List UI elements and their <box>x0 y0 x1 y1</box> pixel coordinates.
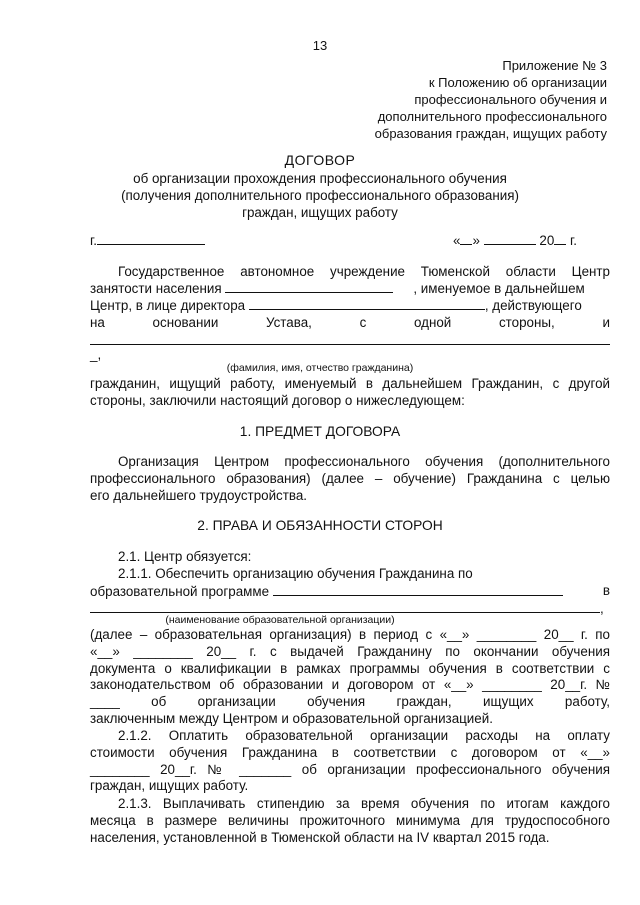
intro-paragraph <box>90 263 610 331</box>
intro-word: основании <box>152 315 219 330</box>
date-block <box>453 232 577 248</box>
intro-line <box>90 314 610 331</box>
intro-text: , действующего <box>484 298 582 313</box>
date-quote-open: « <box>453 233 461 248</box>
title-line: (получения дополнительного профессионального образования) <box>121 188 519 203</box>
citizen-name-hint: (фамилия, имя, отчество гражданина) <box>226 362 414 374</box>
appendix-line: образования граждан, ищущих работу <box>374 126 607 141</box>
clause-2-1-1-line: ____ об организации обучения граждан, ищущих работу, <box>90 694 610 710</box>
clause-2-1-2-line: граждан, ищущих работу. <box>90 778 249 794</box>
intro-word: с <box>359 315 367 330</box>
clause-2-1 <box>90 549 610 600</box>
citizen-name-field[interactable] <box>90 344 610 345</box>
director-name-field[interactable] <box>249 297 485 310</box>
date-quote-close: » <box>472 233 480 248</box>
intro-line <box>90 297 610 314</box>
appendix-block <box>375 57 607 142</box>
intro-word: Устава, <box>266 315 312 330</box>
intro-text: , именуемое в дальнейшем <box>413 281 585 296</box>
organization-line-end: , <box>600 601 604 616</box>
year-prefix: 20 <box>539 233 555 248</box>
intro-line <box>90 280 610 297</box>
citizen-line-end: _, <box>90 347 102 362</box>
appendix-line: к Положению об организации <box>428 75 607 90</box>
intro-word: одной <box>413 315 452 330</box>
clause-2-1-2-line: ________ 20__г. № _______ об организации профессионального обучения <box>90 761 610 777</box>
appendix-line: профессионального обучения и <box>414 92 607 107</box>
city-label: г. <box>90 233 97 248</box>
clause-2-1-1-line: (далее – образовательная организация) в период с «__» ________ 20__ г. по <box>90 627 610 642</box>
city-field[interactable] <box>97 232 205 245</box>
page-number: 13 <box>312 38 328 53</box>
intro-line: стороны, заключили настоящий договор о нижеследующем: <box>90 392 465 408</box>
clause-2-1-1-line: 2.1.1. Обеспечить организацию обучения Гражданина по <box>118 565 473 581</box>
clause-text: образовательной программе <box>90 583 270 599</box>
appendix-line: Приложение № 3 <box>502 58 607 73</box>
intro-paragraph-end <box>90 376 610 410</box>
day-field[interactable] <box>460 232 472 245</box>
document-title <box>0 152 640 221</box>
clause-2-1-1-line: законодательством об образовании и договором от «__» ________ 20__г. № <box>90 677 610 693</box>
clause-2-1-3-line: месяца в размере величины прожиточного минимума для трудоспособного <box>90 812 610 828</box>
intro-line: Государственное автономное учреждение Тюменской области Центр <box>118 264 610 279</box>
clause-2-1-3-line: населения, установленной в Тюменской области на IV квартал 2015 года. <box>90 829 550 845</box>
year-field[interactable] <box>554 232 566 245</box>
section-1-paragraph <box>90 454 610 504</box>
intro-word: и <box>602 315 610 330</box>
title-heading: ДОГОВОР <box>284 152 356 168</box>
appendix-line: дополнительного профессионального <box>377 109 607 124</box>
clause-2-1-1-rest <box>90 627 610 728</box>
section-1-line: его дальнейшего трудоустройства. <box>90 487 308 503</box>
place-date-row <box>90 232 610 248</box>
intro-line: гражданин, ищущий работу, именуемый в дальнейшем Гражданин, с другой <box>90 376 610 391</box>
clause-2-1-2-line: 2.1.2. Оплатить образовательной организации расходы на оплату <box>118 728 610 743</box>
program-name-field[interactable] <box>273 583 563 596</box>
intro-word: стороны, <box>498 315 555 330</box>
year-suffix: г. <box>570 233 577 248</box>
organization-name-field[interactable] <box>90 612 600 613</box>
clause-2-1-1-line <box>90 583 610 601</box>
clause-2-1-3 <box>90 796 610 846</box>
section-1-line: профессионального образования) (далее – обучение) Гражданина с целью <box>90 470 610 486</box>
clause-2-1-1-line: заключенным между Центром и образовательной организацией. <box>90 710 493 726</box>
clause-2-1-1-line: документа о квалификации в рамках программы обучения в соответствии с <box>90 660 610 676</box>
title-line: граждан, ищущих работу <box>242 205 398 220</box>
clause-2-1-2-line: стоимости обучения Гражданина в соответствии с договором от «__» <box>90 744 610 760</box>
clause-2-1-2 <box>90 728 610 795</box>
intro-text: занятости населения <box>90 281 222 296</box>
intro-word: на <box>90 315 105 330</box>
employment-center-name-field[interactable] <box>225 280 393 293</box>
clause-text: в <box>602 582 610 598</box>
organization-name-hint: (наименование образовательной организации) <box>165 614 395 626</box>
clause-2-1-1-line: «__» ________ 20__ г. с выдачей Гражданину по окончании обучения <box>90 643 610 659</box>
section-1-title: 1. ПРЕДМЕТ ДОГОВОРА <box>239 424 401 439</box>
intro-text: Центр, в лице директора <box>90 298 246 313</box>
section-1-line: Организация Центром профессионального обучения (дополнительного <box>118 454 610 469</box>
month-field[interactable] <box>484 232 536 245</box>
clause-2-1-heading: 2.1. Центр обязуется: <box>118 549 252 564</box>
title-line: об организации прохождения профессионального обучения <box>133 171 507 186</box>
clause-2-1-3-line: 2.1.3. Выплачивать стипендию за время обучения по итогам каждого <box>118 796 610 811</box>
section-2-title: 2. ПРАВА И ОБЯЗАННОСТИ СТОРОН <box>197 518 443 533</box>
